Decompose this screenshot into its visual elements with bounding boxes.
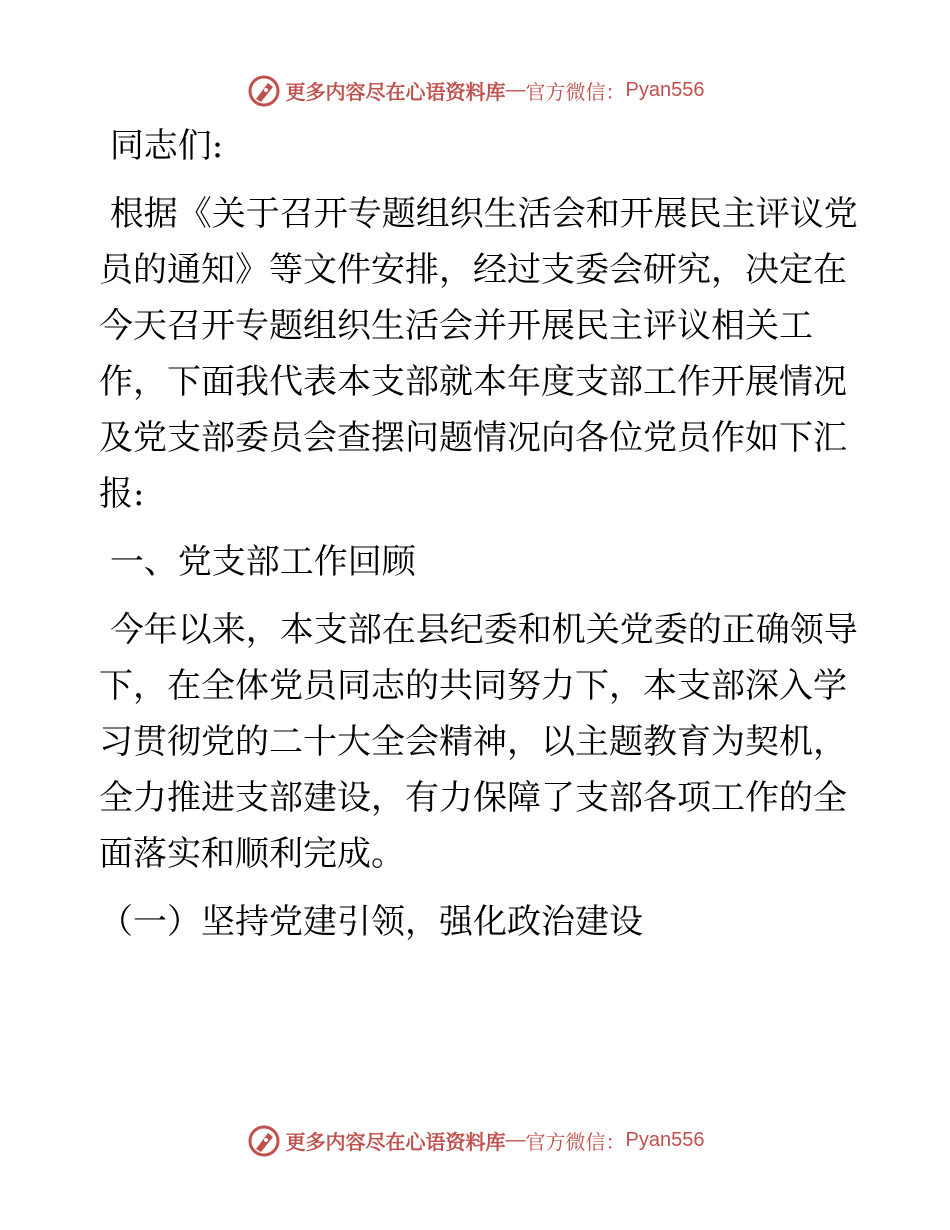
pen-nib-logo-icon	[246, 1122, 282, 1158]
watermark-contact-label: 官方微信：	[525, 81, 626, 104]
header-watermark	[0, 68, 950, 112]
section-heading: 一、党支部工作回顾	[99, 542, 416, 582]
watermark-contact-label: 官方微信：	[525, 1131, 626, 1154]
document-body	[99, 118, 859, 950]
subsection-heading: （一）坚持党建引领，强化政治建设	[99, 902, 643, 942]
footer-watermark	[0, 1118, 950, 1162]
paragraph-intro: 根据《关于召开专题组织生活会和开展民主评议党员的通知》等文件安排，经过支委会研究，决定在今天召开专题组织生活会并开展民主评议相关工作，下面我代表本支部就本年度支部工作开展情况及党支部委员会查摆问题情况向各位党员作如下汇报:	[99, 194, 858, 514]
paragraph-review: 今年以来，本支部在县纪委和机关党委的正确领导下，在全体党员同志的共同努力下，本支部深入学习贯彻党的二十大全会精神，以主题教育为契机，全力推进支部建设，有力保障了支部各项工作的全面落实和顺利完成。	[99, 610, 858, 874]
watermark-separator: —	[505, 78, 526, 101]
pen-nib-logo-icon	[246, 72, 282, 108]
salutation: 同志们:	[99, 126, 224, 166]
watermark-brand: 更多内容尽在心语资料库	[285, 1129, 506, 1154]
watermark-brand: 更多内容尽在心语资料库	[285, 79, 506, 104]
watermark-contact-id: Pyan556	[625, 78, 705, 101]
watermark-contact-id: Pyan556	[625, 1128, 705, 1151]
watermark-separator: —	[505, 1128, 526, 1151]
